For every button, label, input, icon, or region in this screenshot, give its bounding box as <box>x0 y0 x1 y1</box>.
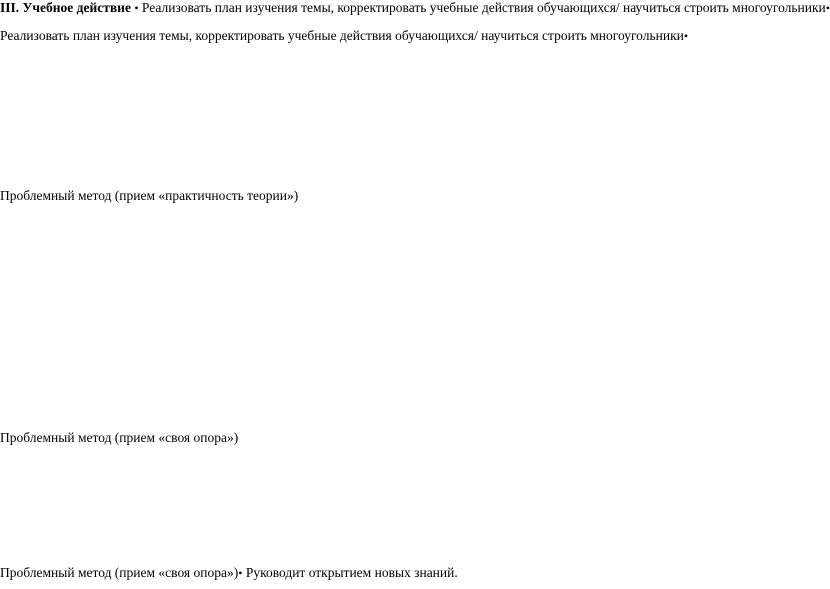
goal-line <box>0 28 688 44</box>
bullet-icon: • <box>825 1 830 15</box>
method-line <box>0 188 298 204</box>
bullet-icon: • <box>238 566 243 580</box>
activity-text: Руководит открытием новых знаний. <box>245 565 458 580</box>
goal-text: Реализовать план изучения темы, корректировать учебные действия обучающихся/ научиться строить многоугольники <box>0 28 684 43</box>
heading-line <box>0 0 830 16</box>
goal-text: Реализовать план изучения темы, корректировать учебные действия обучающихся/ научиться строить многоугольники <box>141 0 826 15</box>
method-line <box>0 430 238 446</box>
method-text: Проблемный метод (прием «своя опора») <box>0 565 239 580</box>
section-heading: III. Учебное действие <box>0 0 131 15</box>
bullet-icon: • <box>683 29 689 43</box>
method-text: Проблемный метод (прием «практичность теории») <box>0 188 299 203</box>
bullet-icon: • <box>134 1 139 15</box>
method-text: Проблемный метод (прием «своя опора») <box>0 430 239 445</box>
method-line <box>0 565 458 581</box>
